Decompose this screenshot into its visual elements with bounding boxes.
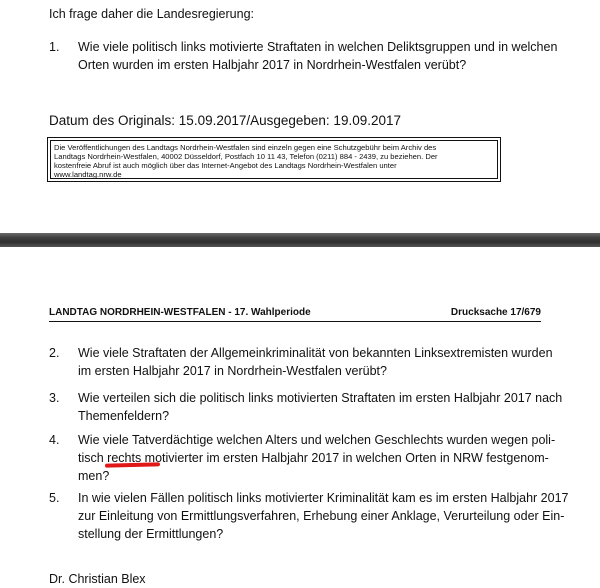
- question-5-line-1: In wie vielen Fällen politisch links motivierter Kriminalität kam es im ersten Halbjahr 2017: [78, 491, 569, 505]
- question-4-line-1: Wie viele Tatverdächtige welchen Alters und welchen Geschlechts wurden wegen poli-: [78, 433, 556, 447]
- question-2-line-1: Wie viele Straftaten der Allgemeinkriminalität von bekannten Linksextremisten wurden: [78, 346, 553, 360]
- question-3-number: 3.: [49, 391, 60, 405]
- question-4-number: 4.: [49, 433, 60, 447]
- intro-text: Ich frage daher die Landesregierung:: [49, 7, 255, 21]
- question-4-line-3: men?: [78, 469, 110, 483]
- question-2-number: 2.: [49, 346, 60, 360]
- notice-line-4: www.landtag.nrw.de: [54, 170, 122, 180]
- question-2-line-2: im ersten Halbjahr 2017 in Nordrhein-Westfalen verübt?: [78, 364, 387, 378]
- page-separator: [0, 233, 600, 247]
- header-document-number: Drucksache 17/679: [450, 307, 541, 318]
- notice-line-3: kostenfreie Abruf ist auch möglich über das Internet-Angebot des Landtags Nordrhein-Westfalen unter: [54, 161, 397, 171]
- header-rule: [49, 321, 541, 322]
- publication-notice-box: [47, 137, 501, 182]
- question-1-number: 1.: [49, 40, 60, 54]
- question-1-line-1: Wie viele politisch links motivierte Straftaten in welchen Deliktsgruppen und in welchen: [78, 40, 558, 54]
- question-1-line-2: Orten wurden im ersten Halbjahr 2017 in Nordrhein-Westfalen verübt?: [78, 58, 467, 72]
- header-title: LANDTAG NORDRHEIN-WESTFALEN - 17. Wahlperiode: [49, 307, 311, 318]
- document-date: Datum des Originals: 15.09.2017/Ausgegeben: 19.09.2017: [49, 113, 402, 128]
- question-5-number: 5.: [49, 491, 60, 505]
- question-3-line-2: Themenfeldern?: [78, 409, 170, 423]
- question-5-line-3: stellung der Ermittlungen?: [78, 527, 224, 541]
- notice-line-2: Landtags Nordrhein-Westfalen, 40002 Düsseldorf, Postfach 10 11 43, Telefon (0211) 884 - 2439, zu beziehen. Der: [54, 152, 438, 162]
- publication-notice-inner: [50, 140, 498, 179]
- question-4-line-2: tisch rechts motivierter im ersten Halbjahr 2017 in welchen Orten in NRW festgenom-: [78, 451, 549, 465]
- question-5-line-2: zur Einleitung von Ermittlungsverfahren, Erhebung einer Anklage, Verurteilung oder Ein-: [78, 509, 565, 523]
- notice-line-1: Die Veröffentlichungen des Landtags Nordrhein-Westfalen sind einzeln gegen eine Schutzgebühr beim Archiv des: [54, 143, 437, 152]
- running-header: [49, 306, 541, 319]
- author-signature: Dr. Christian Blex: [49, 572, 146, 586]
- question-3-line-1: Wie verteilen sich die politisch links motivierten Straftaten im ersten Halbjahr 2017 nach: [78, 391, 563, 405]
